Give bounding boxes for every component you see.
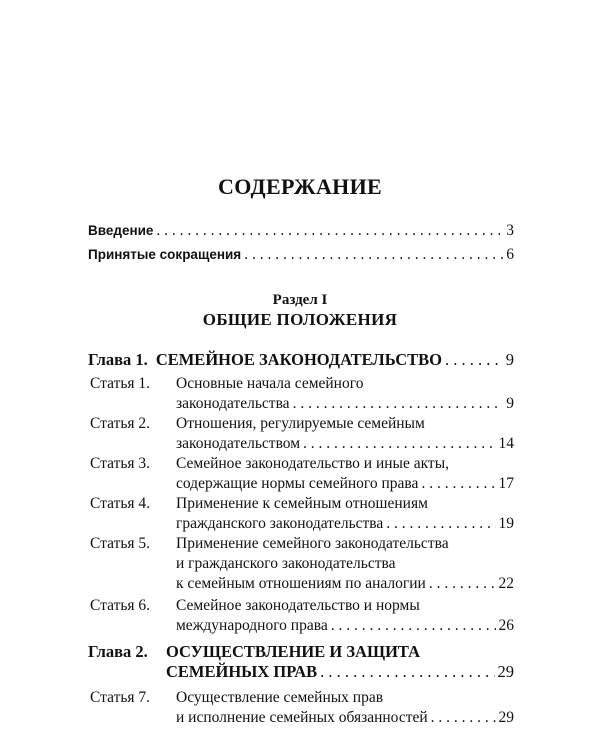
article-title-line: законодательством <box>176 435 301 452</box>
article-title-line: и исполнение семейных обязанностей <box>176 709 428 726</box>
dot-leader <box>421 474 495 494</box>
dot-leader <box>244 245 503 265</box>
toc-entry-article-2[interactable] <box>176 434 514 454</box>
article-number: Статья 1. <box>90 375 151 392</box>
article-number: Статья 5. <box>90 535 151 552</box>
chapter-label: Глава 2. <box>88 642 148 661</box>
article-title-line: содержащие нормы семейного права <box>176 475 419 492</box>
toc-entry-article-5[interactable] <box>176 574 514 594</box>
toc-entry-label: Принятые сокращения <box>88 247 242 262</box>
chapter-label: Глава 1. <box>88 350 148 369</box>
dot-leader <box>431 708 496 728</box>
toc-page-number: 29 <box>497 662 514 681</box>
article-title-line: Основные начала семейного <box>176 375 364 392</box>
toc-entry-abbreviations[interactable] <box>88 245 514 265</box>
dot-leader <box>293 394 504 414</box>
article-title-line: к семейным отношениям по аналогии <box>176 575 426 592</box>
dot-leader <box>429 574 496 594</box>
toc-page-number: 9 <box>505 350 514 369</box>
toc-entry-article-4[interactable] <box>176 514 514 534</box>
dot-leader <box>331 616 496 636</box>
toc-page-number: 9 <box>506 395 514 412</box>
article-number: Статья 6. <box>90 597 151 614</box>
article-title-line: Семейное законодательство и иные акты, <box>176 455 449 472</box>
toc-entry-article-3[interactable] <box>176 474 514 494</box>
toc-page-number: 26 <box>498 617 514 634</box>
dot-leader <box>445 350 503 370</box>
chapter-title: СЕМЕЙНОЕ ЗАКОНОДАТЕЛЬСТВО <box>155 350 442 369</box>
toc-entry-introduction[interactable] <box>88 221 514 241</box>
toc-page-number: 3 <box>506 222 514 239</box>
article-number: Статья 3. <box>90 455 151 472</box>
toc-entry-article-7[interactable] <box>176 708 514 728</box>
dot-leader <box>320 662 494 682</box>
article-title-line: Семейное законодательство и нормы <box>176 597 420 614</box>
article-title-line: международного права <box>176 617 328 634</box>
toc-page-number: 14 <box>498 435 514 452</box>
toc-page-number: 29 <box>498 709 514 726</box>
article-number: Статья 4. <box>90 495 151 512</box>
toc-entry-article-6[interactable] <box>176 616 514 636</box>
article-title-line: Применение к семейным отношениям <box>176 495 428 512</box>
dot-leader <box>156 221 503 241</box>
toc-entry-label: Введение <box>88 223 154 238</box>
toc-page-number: 22 <box>498 575 514 592</box>
toc-page-number: 19 <box>498 515 514 532</box>
article-title-line: Осуществление семейных прав <box>176 689 384 706</box>
chapter-title-line: СЕМЕЙНЫХ ПРАВ <box>166 662 318 681</box>
toc-page-number: 17 <box>498 475 514 492</box>
article-title-line: и гражданского законодательства <box>176 555 396 572</box>
section-number: Раздел I <box>272 292 328 308</box>
toc-chapter-1[interactable] <box>88 350 514 370</box>
dot-leader <box>386 514 495 534</box>
article-number: Статья 7. <box>90 689 151 706</box>
article-title-line: законодательства <box>176 395 290 412</box>
article-title-line: Применение семейного законодательства <box>176 535 449 552</box>
section-title: ОБЩИЕ ПОЛОЖЕНИЯ <box>202 310 398 329</box>
toc-page-number: 6 <box>506 246 514 263</box>
page-title: СОДЕРЖАНИЕ <box>218 174 382 199</box>
article-title-line: гражданского законодательства <box>176 515 384 532</box>
toc-chapter-2[interactable] <box>166 662 514 682</box>
chapter-title-line: ОСУЩЕСТВЛЕНИЕ И ЗАЩИТА <box>166 642 421 661</box>
dot-leader <box>303 434 495 454</box>
toc-entry-article-1[interactable] <box>176 394 514 414</box>
article-number: Статья 2. <box>90 415 151 432</box>
article-title-line: Отношения, регулируемые семейным <box>176 415 425 432</box>
